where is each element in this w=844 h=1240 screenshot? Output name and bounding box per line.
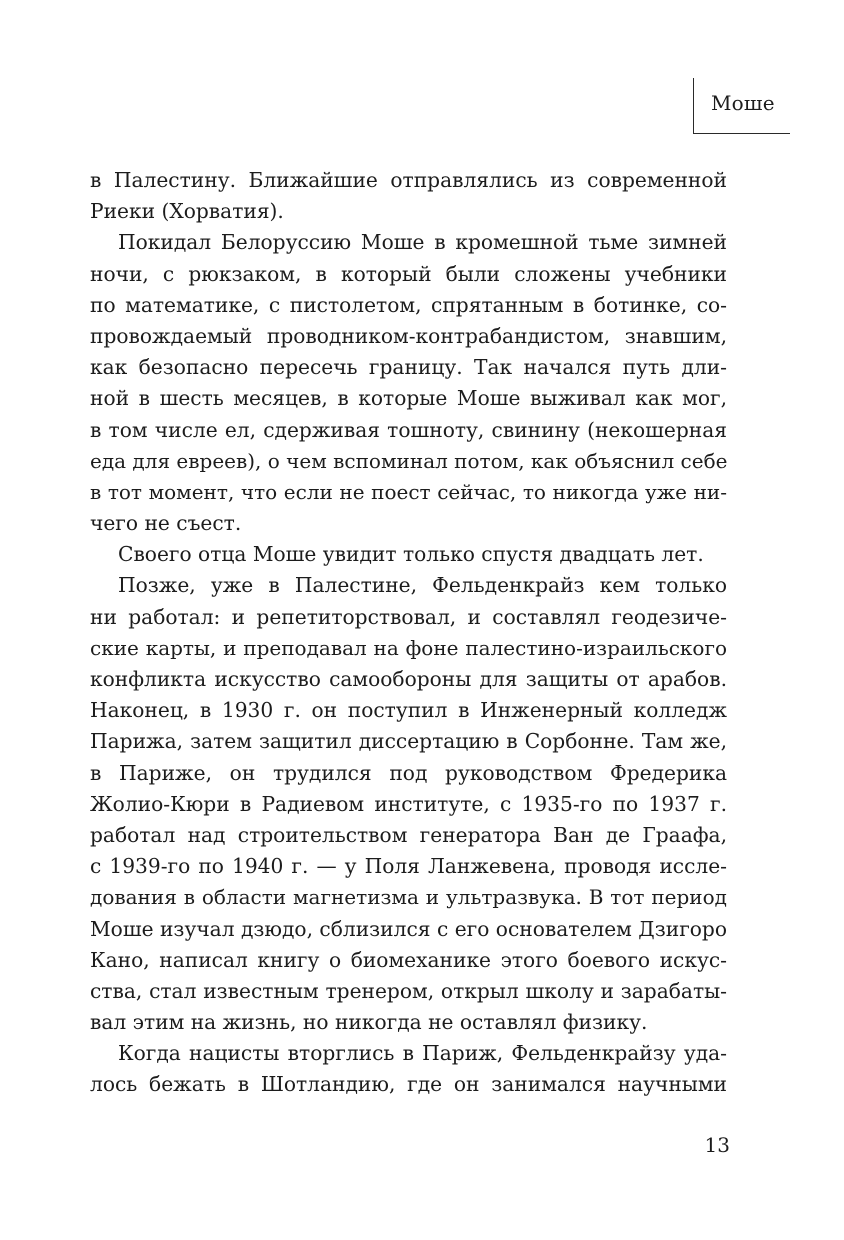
- text-line: работал над строительством генератора Ван де Граафа,: [90, 822, 727, 847]
- text-line: ни работал: и репетиторствовал, и составлял геодезиче-: [90, 604, 727, 629]
- text-line: чего не съест.: [90, 511, 242, 536]
- text-line: Риеки (Хорватия).: [90, 199, 284, 224]
- text-line: дования в области магнетизма и ультразвука. В тот период: [90, 885, 727, 910]
- text-line: вал этим на жизнь, но никогда не оставлял физику.: [90, 1010, 648, 1035]
- text-line: Кано, написал книгу о биомеханике этого боевого искус-: [90, 947, 727, 972]
- page-number: 13: [704, 1133, 730, 1157]
- text-line: как безопасно пересечь границу. Так начался путь дли-: [90, 355, 727, 380]
- text-line: Покидал Белоруссию Моше в кромешной тьме зимней: [118, 230, 727, 255]
- text-line: в Париже, он трудился под руководством Фредерика: [90, 760, 727, 785]
- text-line: лось бежать в Шотландию, где он занимался научными: [90, 1072, 727, 1097]
- text-line: ной в шесть месяцев, в которые Моше выживал как мог,: [90, 386, 727, 411]
- text-line: в том числе ел, сдерживая тошноту, свинину (некошерная: [90, 417, 727, 442]
- text-line: ночи, с рюкзаком, в который были сложены учебники: [90, 261, 727, 286]
- text-line: Парижа, затем защитил диссертацию в Сорбонне. Там же,: [90, 729, 727, 754]
- body-text: [90, 165, 727, 1101]
- text-line: по математике, с пистолетом, спрятанным в ботинке, со-: [90, 292, 727, 317]
- text-line: с 1939-го по 1940 г. — у Поля Ланжевена, проводя иссле-: [90, 854, 727, 879]
- text-line: Позже, уже в Палестине, Фельденкрайз кем только: [118, 573, 727, 598]
- running-head: [693, 78, 790, 134]
- text-line: в тот момент, что если не поест сейчас, то никогда уже ни-: [90, 479, 727, 504]
- text-line: конфликта искусство самообороны для защиты от арабов.: [90, 667, 727, 691]
- text-line: Жолио-Кюри в Радиевом институте, с 1935-го по 1937 г.: [90, 791, 727, 816]
- text-line: в Палестину. Ближайшие отправлялись из современной: [90, 168, 727, 192]
- text-line: Наконец, в 1930 г. он поступил в Инженерный колледж: [90, 698, 727, 723]
- text-line: Моше изучал дзюдо, сблизился с его основателем Дзигоро: [90, 916, 727, 941]
- text-line: еда для евреев), о чем вспоминал потом, как объяснил себе: [90, 448, 728, 473]
- text-line: провождаемый проводником-контрабандистом, знавшим,: [90, 323, 727, 348]
- text-line: ские карты, и преподавал на фоне палестино-израильского: [90, 635, 727, 660]
- text-line: ства, стал известным тренером, открыл школу и зарабаты-: [90, 978, 727, 1003]
- text-line: Когда нацисты вторглись в Париж, Фельденкрайзу уда-: [118, 1041, 727, 1066]
- text-line: Своего отца Моше увидит только спустя двадцать лет.: [118, 542, 704, 567]
- running-head-title: Моше: [711, 91, 775, 115]
